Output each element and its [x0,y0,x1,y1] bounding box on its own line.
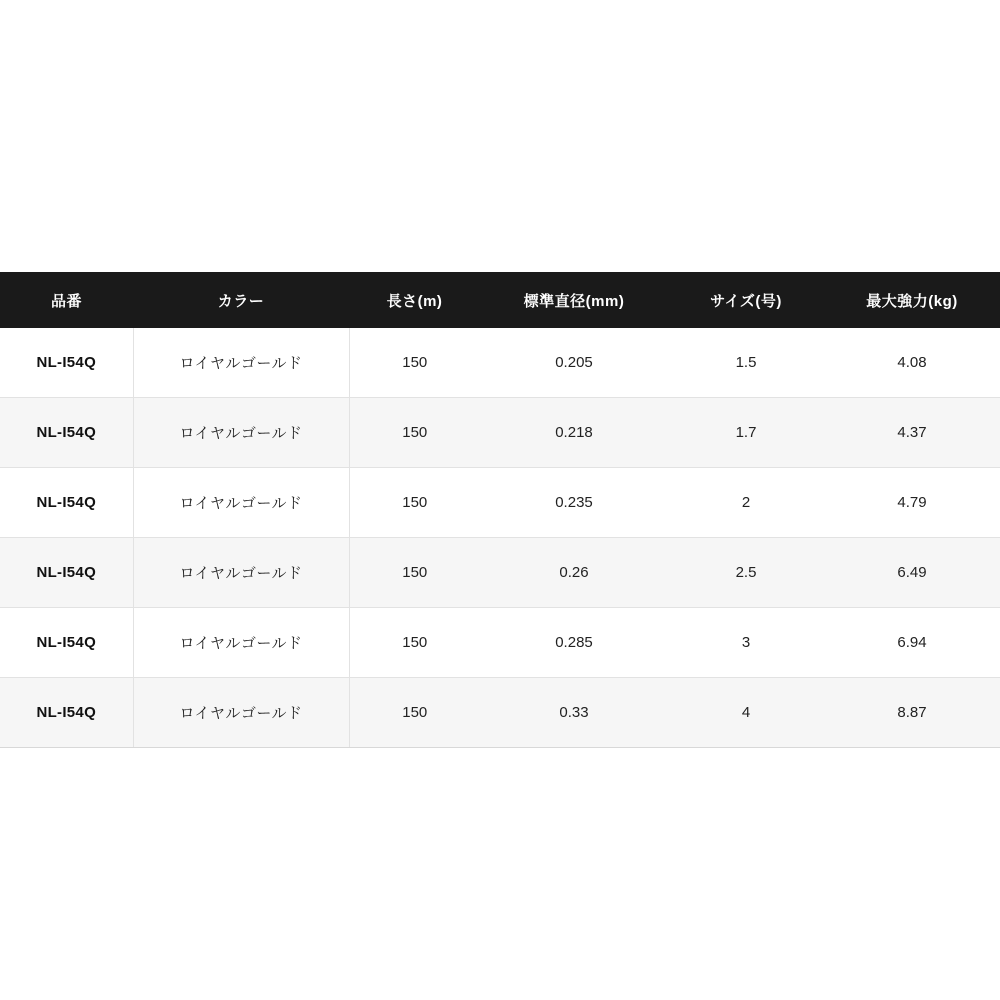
table-row [0,468,1000,538]
cell-strength: 6.49 [824,538,1000,608]
cell-size: 1.7 [668,398,824,468]
table-row [0,398,1000,468]
table-header [0,272,1000,328]
cell-color: ロイヤルゴールド [133,608,349,678]
product-spec-table [0,272,1000,748]
cell-code: NL-I54Q [0,608,133,678]
cell-color: ロイヤルゴールド [133,678,349,748]
table-row [0,538,1000,608]
cell-diameter: 0.218 [480,398,668,468]
cell-diameter: 0.285 [480,608,668,678]
cell-size: 3 [668,608,824,678]
column-header-code: 品番 [0,272,133,328]
cell-code: NL-I54Q [0,398,133,468]
cell-diameter: 0.26 [480,538,668,608]
cell-strength: 4.08 [824,328,1000,398]
table-header-row [0,272,1000,328]
cell-size: 2 [668,468,824,538]
cell-strength: 4.79 [824,468,1000,538]
cell-strength: 8.87 [824,678,1000,748]
cell-length: 150 [349,328,480,398]
cell-diameter: 0.33 [480,678,668,748]
cell-color: ロイヤルゴールド [133,468,349,538]
table-row [0,678,1000,748]
column-header-size: サイズ(号) [668,272,824,328]
column-header-strength: 最大強力(kg) [824,272,1000,328]
cell-strength: 4.37 [824,398,1000,468]
cell-length: 150 [349,608,480,678]
cell-code: NL-I54Q [0,538,133,608]
cell-diameter: 0.235 [480,468,668,538]
cell-length: 150 [349,398,480,468]
cell-strength: 6.94 [824,608,1000,678]
column-header-diameter: 標準直径(mm) [480,272,668,328]
column-header-length: 長さ(m) [349,272,480,328]
table-body [0,328,1000,748]
cell-color: ロイヤルゴールド [133,538,349,608]
cell-color: ロイヤルゴールド [133,328,349,398]
cell-code: NL-I54Q [0,328,133,398]
table-row [0,328,1000,398]
column-header-color: カラー [133,272,349,328]
cell-length: 150 [349,678,480,748]
cell-size: 1.5 [668,328,824,398]
cell-length: 150 [349,468,480,538]
cell-size: 4 [668,678,824,748]
table-row [0,608,1000,678]
cell-size: 2.5 [668,538,824,608]
cell-code: NL-I54Q [0,678,133,748]
spec-table-container [0,272,1000,748]
cell-diameter: 0.205 [480,328,668,398]
cell-length: 150 [349,538,480,608]
cell-code: NL-I54Q [0,468,133,538]
cell-color: ロイヤルゴールド [133,398,349,468]
